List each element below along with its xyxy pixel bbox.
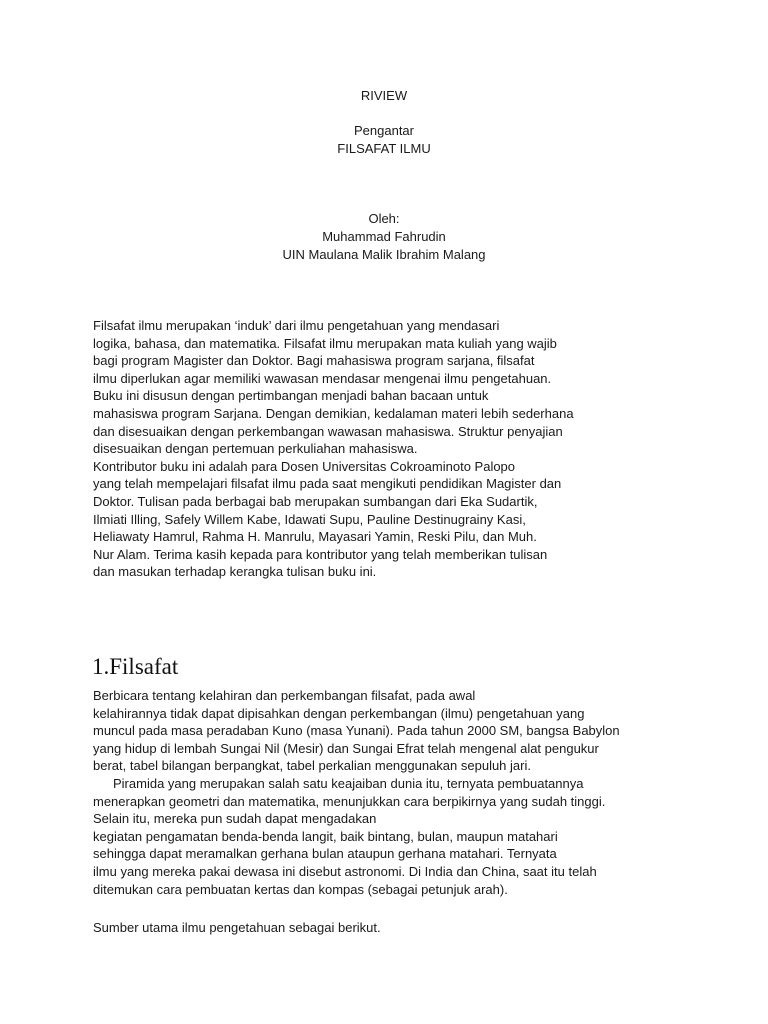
doc-label: RIVIEW — [360, 88, 408, 103]
section-line: muncul pada masa peradaban Kuno (masa Yunani). Pada tahun 2000 SM, bangsa Babylon — [93, 723, 620, 739]
section-line: Piramida yang merupakan salah satu keajaiban dunia itu, ternyata pembuatannya — [113, 775, 584, 791]
section-line: berat, tabel bilangan berpangkat, tabel perkalian menggunakan sepuluh jari. — [93, 758, 531, 774]
intro-line: bagi program Magister dan Doktor. Bagi mahasiswa program sarjana, filsafat — [93, 353, 535, 369]
author-institution: UIN Maulana Malik Ibrahim Malang — [282, 247, 486, 262]
intro-line: disesuaikan dengan pertemuan perkuliahan mahasiswa. — [93, 441, 418, 457]
section-heading: 1.Filsafat — [92, 654, 179, 679]
section-line: yang hidup di lembah Sungai Nil (Mesir) dan Sungai Efrat telah mengenal alat pengukur — [93, 740, 599, 756]
section-line: sehingga dapat meramalkan gerhana bulan ataupun gerhana matahari. Ternyata — [93, 846, 557, 862]
intro-line: logika, bahasa, dan matematika. Filsafat ilmu merupakan mata kuliah yang wajib — [93, 335, 557, 351]
doc-subtitle: Pengantar — [354, 123, 414, 138]
intro-line: Ilmiati Illing, Safely Willem Kabe, Idawati Supu, Pauline Destinugrainy Kasi, — [93, 511, 526, 527]
section-paragraph — [93, 687, 753, 898]
intro-line: dan disesuaikan dengan perkembangan wawasan mahasiswa. Struktur penyajian — [93, 423, 563, 439]
intro-line: Kontributor buku ini adalah para Dosen Universitas Cokroaminoto Palopo — [93, 458, 516, 474]
intro-line: Buku ini disusun dengan pertimbangan menjadi bahan bacaan untuk — [93, 388, 489, 404]
section-line: Berbicara tentang kelahiran dan perkembangan filsafat, pada awal — [93, 688, 476, 703]
section-line: ilmu yang mereka pakai dewasa ini disebut astronomi. Di India dan China, saat itu telah — [93, 863, 597, 879]
section-line: Selain itu, mereka pun sudah dapat mengadakan — [93, 811, 377, 827]
intro-paragraph — [93, 317, 753, 581]
section-line: ditemukan cara pembuatan kertas dan kompas (sebagai petunjuk arah). — [93, 881, 508, 897]
author-name: Muhammad Fahrudin — [322, 229, 446, 244]
doc-title: FILSAFAT ILMU — [337, 141, 431, 156]
intro-line: Filsafat ilmu merupakan ‘induk’ dari ilmu pengetahuan yang mendasari — [93, 318, 500, 333]
author-prefix: Oleh: — [368, 211, 400, 226]
intro-line: Doktor. Tulisan pada berbagai bab merupakan sumbangan dari Eka Sudartik, — [93, 493, 538, 509]
section-line: kegiatan pengamatan benda-benda langit, baik bintang, bulan, maupun matahari — [93, 828, 558, 844]
sources-paragraph — [93, 919, 753, 937]
intro-line: mahasiswa program Sarjana. Dengan demikian, kedalaman materi lebih sederhana — [93, 405, 574, 421]
intro-line: Heliawaty Hamrul, Rahma H. Manrulu, Mayasari Yamin, Reski Pilu, dan Muh. — [93, 529, 537, 545]
intro-line: yang telah mempelajari filsafat ilmu pada saat mengikuti pendidikan Magister dan — [93, 476, 562, 492]
intro-line: dan masukan terhadap kerangka tulisan buku ini. — [93, 564, 377, 580]
intro-line: Nur Alam. Terima kasih kepada para kontributor yang telah memberikan tulisan — [93, 546, 548, 562]
section-line: kelahirannya tidak dapat dipisahkan dengan perkembangan (ilmu) pengetahuan yang — [93, 705, 585, 721]
section-line: menerapkan geometri dan matematika, menunjukkan cara berpikirnya yang sudah tinggi. — [93, 793, 606, 809]
sources-line: Sumber utama ilmu pengetahuan sebagai berikut. — [93, 920, 381, 935]
intro-line: ilmu diperlukan agar memiliki wawasan mendasar mengenai ilmu pengetahuan. — [93, 370, 552, 386]
